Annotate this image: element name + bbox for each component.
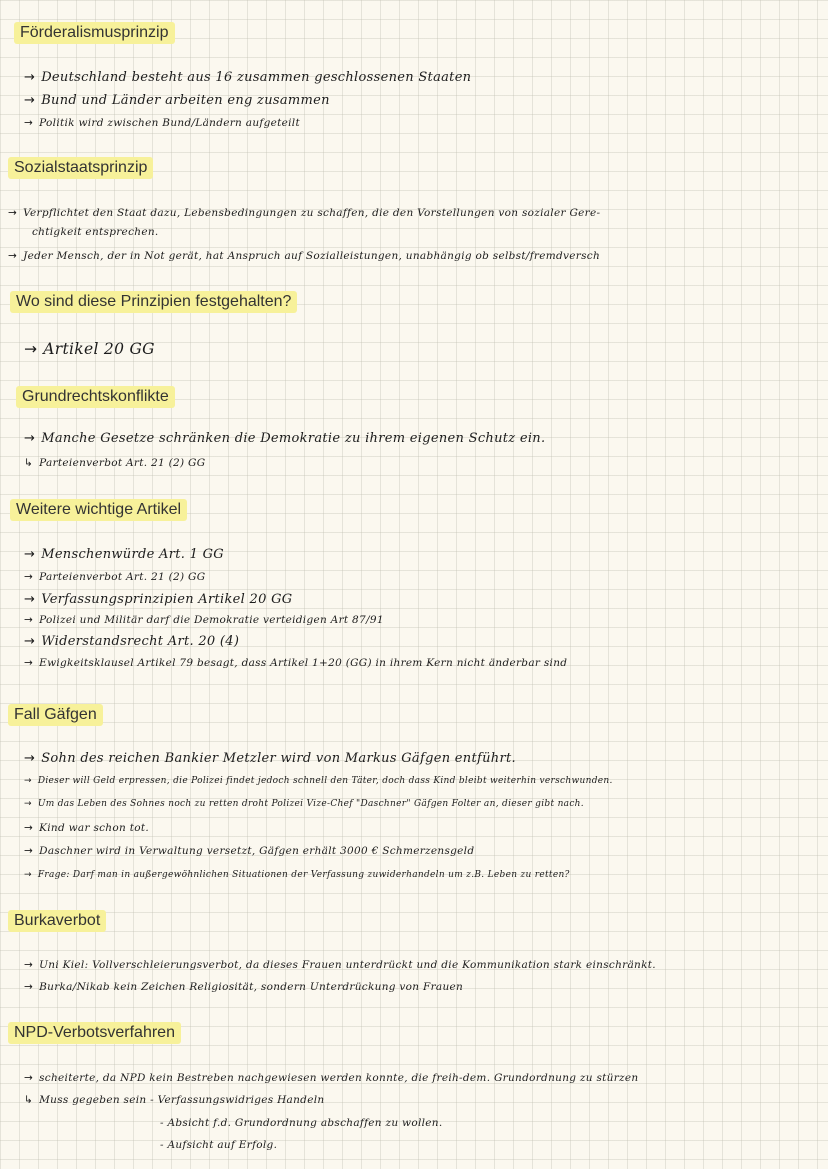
note-line: → Kind war schon tot. bbox=[24, 822, 149, 834]
note-line: → Verfassungsprinzipien Artikel 20 GG bbox=[24, 592, 293, 607]
note-line: → Widerstandsrecht Art. 20 (4) bbox=[24, 634, 240, 649]
note-line: → Daschner wird in Verwaltung versetzt, Gäfgen erhält 3000 € Schmerzensgeld bbox=[24, 845, 475, 857]
note-line: → Manche Gesetze schränken die Demokratie zu ihrem eigenen Schutz ein. bbox=[24, 431, 546, 446]
note-line: ↳ Muss gegeben sein - Verfassungswidriges Handeln bbox=[24, 1094, 325, 1106]
note-line: → Politik wird zwischen Bund/Ländern aufgeteilt bbox=[24, 117, 300, 129]
arrow-right-icon: → bbox=[24, 751, 36, 766]
arrow-right-icon: → bbox=[8, 250, 18, 262]
note-line: - Aufsicht auf Erfolg. bbox=[160, 1139, 278, 1151]
corner-arrow-icon: ↳ bbox=[24, 1094, 34, 1106]
heading-foederalismusprinzip: Förderalismusprinzip bbox=[14, 22, 175, 44]
arrow-right-icon: → bbox=[24, 614, 34, 626]
arrow-right-icon: → bbox=[24, 431, 36, 446]
note-line: → Polizei und Militär darf die Demokratie verteidigen Art 87/91 bbox=[24, 614, 384, 626]
arrow-right-icon: → bbox=[24, 1072, 34, 1084]
arrow-right-icon: → bbox=[24, 822, 34, 834]
arrow-right-icon: → bbox=[24, 592, 36, 607]
arrow-right-icon: → bbox=[24, 959, 34, 971]
heading-weitere-artikel: Weitere wichtige Artikel bbox=[10, 499, 187, 521]
note-line: → Burka/Nikab kein Zeichen Religiosität, sondern Unterdrückung von Frauen bbox=[24, 981, 464, 993]
arrow-right-icon: → bbox=[8, 207, 18, 219]
arrow-right-icon: → bbox=[24, 634, 36, 649]
heading-festgehalten: Wo sind diese Prinzipien festgehalten? bbox=[10, 291, 297, 313]
arrow-right-icon: → bbox=[24, 547, 36, 562]
note-line: → Jeder Mensch, der in Not gerät, hat Anspruch auf Sozialleistungen, unabhängig ob selbst/fremdversch bbox=[8, 250, 601, 262]
arrow-right-icon: → bbox=[24, 776, 32, 786]
arrow-right-icon: → bbox=[24, 70, 36, 85]
arrow-right-icon: → bbox=[24, 340, 38, 358]
arrow-right-icon: → bbox=[24, 657, 34, 669]
note-line: → Um das Leben des Sohnes noch zu retten droht Polizei Vize-Chef "Daschner" Gäfgen Folter an, dieser gibt nach. bbox=[24, 799, 584, 809]
heading-burkaverbot: Burkaverbot bbox=[8, 910, 106, 932]
note-line: → Sohn des reichen Bankier Metzler wird von Markus Gäfgen entführt. bbox=[24, 751, 516, 766]
note-line: → Uni Kiel: Vollverschleierungsverbot, da dieses Frauen unterdrückt und die Kommunikation stark einschränkt. bbox=[24, 959, 656, 971]
note-line: → Dieser will Geld erpressen, die Polizei findet jedoch schnell den Täter, doch dass Kind bleibt weiterhin verschwunden. bbox=[24, 776, 613, 786]
note-line: - Absicht f.d. Grundordnung abschaffen zu wollen. bbox=[160, 1117, 443, 1129]
note-line: → Menschenwürde Art. 1 GG bbox=[24, 547, 224, 562]
note-line: → Bund und Länder arbeiten eng zusammen bbox=[24, 93, 330, 108]
arrow-right-icon: → bbox=[24, 117, 34, 129]
heading-npd-verbotsverfahren: NPD-Verbotsverfahren bbox=[8, 1022, 181, 1044]
note-line: → Ewigkeitsklausel Artikel 79 besagt, dass Artikel 1+20 (GG) in ihrem Kern nicht änderbar sind bbox=[24, 657, 568, 669]
note-line: → Frage: Darf man in außergewöhnlichen Situationen der Verfassung zuwiderhandeln um z.B. Leben zu retten? bbox=[24, 870, 570, 880]
corner-arrow-icon: ↳ bbox=[24, 457, 34, 469]
arrow-right-icon: → bbox=[24, 845, 34, 857]
note-line: → Artikel 20 GG bbox=[24, 340, 155, 358]
note-line: → Deutschland besteht aus 16 zusammen geschlossenen Staaten bbox=[24, 70, 472, 85]
heading-grundrechtskonflikte: Grundrechtskonflikte bbox=[16, 386, 175, 408]
arrow-right-icon: → bbox=[24, 870, 32, 880]
note-line: ↳ Parteienverbot Art. 21 (2) GG bbox=[24, 457, 206, 469]
arrow-right-icon: → bbox=[24, 981, 34, 993]
heading-fall-gaefgen: Fall Gäfgen bbox=[8, 704, 103, 726]
note-line: → Parteienverbot Art. 21 (2) GG bbox=[24, 571, 206, 583]
arrow-right-icon: → bbox=[24, 93, 36, 108]
arrow-right-icon: → bbox=[24, 799, 32, 809]
heading-sozialstaatsprinzip: Sozialstaatsprinzip bbox=[8, 157, 153, 179]
note-line: → Verpflichtet den Staat dazu, Lebensbedingungen zu schaffen, die den Vorstellungen von sozialer Gere- bbox=[8, 207, 601, 219]
arrow-right-icon: → bbox=[24, 571, 34, 583]
note-line: chtigkeit entsprechen. bbox=[32, 226, 159, 238]
note-line: → scheiterte, da NPD kein Bestreben nachgewiesen werden konnte, die freih-dem. Grundordnung zu stürzen bbox=[24, 1072, 639, 1084]
